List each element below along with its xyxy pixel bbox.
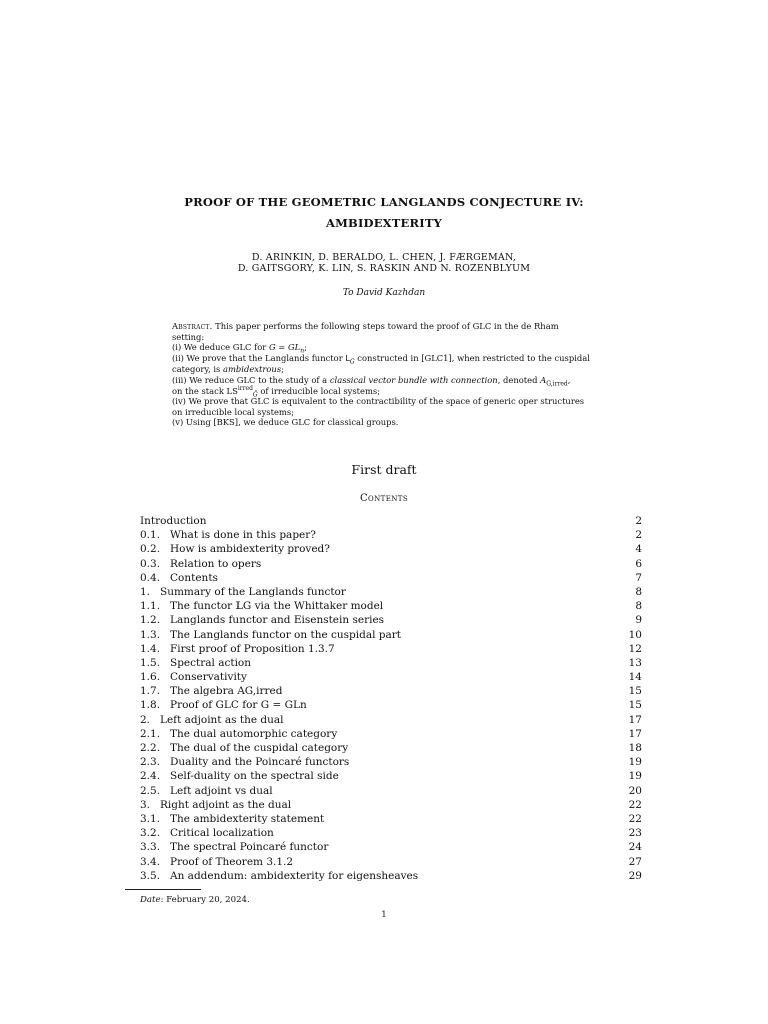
toc-page: 17	[628, 713, 642, 726]
toc-number: 0.4.	[140, 571, 161, 584]
toc-entry[interactable]	[140, 840, 642, 854]
toc-title: The functor 𝕃G via the Whittaker model	[170, 600, 384, 613]
toc-entry[interactable]	[140, 727, 642, 741]
abstract	[172, 321, 602, 428]
toc-page: 4	[635, 543, 642, 556]
toc-entry[interactable]	[140, 784, 642, 798]
toc-title: Left adjoint as the dual	[160, 713, 284, 726]
title-line-2: AMBIDEXTERITY	[325, 216, 443, 230]
toc-page: 12	[628, 642, 642, 655]
toc-entry[interactable]	[140, 585, 642, 599]
toc-title: The dual automorphic category	[170, 727, 338, 740]
toc-page: 23	[628, 827, 642, 840]
toc-number: 1.3.	[140, 628, 161, 641]
toc-title: Conservativity	[170, 671, 247, 684]
toc-title: Right adjoint as the dual	[160, 798, 292, 811]
toc-page: 14	[628, 671, 642, 684]
toc-page: 18	[628, 742, 642, 754]
toc-number: 1.7.	[140, 685, 161, 698]
toc-entry[interactable]	[140, 514, 642, 528]
toc-number: 0.1.	[140, 529, 161, 542]
toc-entry[interactable]	[140, 613, 642, 627]
toc-page: 19	[628, 756, 642, 769]
toc-number: 2.1.	[140, 727, 161, 740]
toc-title: Proof of Theorem 3.1.2	[170, 855, 294, 868]
math-expression: A	[540, 374, 547, 385]
toc-title: Duality and the Poincaré functors	[170, 756, 350, 769]
toc-number: 1.5.	[140, 656, 161, 669]
toc-number: 2.4.	[140, 770, 161, 783]
toc-number: 1.2.	[140, 614, 161, 627]
toc-page: 22	[628, 798, 642, 811]
toc-title: How is ambidexterity proved?	[170, 543, 330, 556]
toc-page: 10	[628, 628, 642, 641]
toc-entry[interactable]	[140, 684, 642, 698]
toc-entry[interactable]	[140, 670, 642, 684]
toc-title: Langlands functor and Eisenstein series	[170, 614, 385, 627]
abstract-line: Abstract. This paper performs the following steps toward the proof of GLC in the de Rham	[172, 321, 559, 331]
author-list	[60, 252, 708, 274]
toc-title: First proof of Proposition 1.3.7	[170, 642, 335, 655]
toc-title: Self-duality on the spectral side	[170, 770, 339, 783]
toc-title: The dual of the cuspidal category	[170, 742, 349, 754]
toc-entry[interactable]	[140, 628, 642, 642]
toc-page: 29	[628, 869, 642, 882]
toc-title: What is done in this paper?	[170, 529, 316, 542]
toc-page: 27	[628, 855, 642, 868]
toc-title: Contents	[170, 571, 218, 584]
toc-page: 24	[628, 841, 642, 854]
toc-entry[interactable]	[140, 826, 642, 840]
toc-entry[interactable]	[140, 869, 642, 883]
toc-entry[interactable]	[140, 599, 642, 613]
toc-number: 2.2.	[140, 742, 161, 754]
toc-entry[interactable]	[140, 542, 642, 556]
toc-entry[interactable]	[140, 698, 642, 712]
toc-entry[interactable]	[140, 741, 642, 755]
abstract-line: on irreducible local systems;	[172, 406, 294, 417]
toc-number: 3.2.	[140, 827, 161, 840]
abstract-line: (ii) We prove that the Langlands functor $L_G$ constructed in [GLC1], when restricted to the cuspidal	[172, 352, 590, 366]
toc-entry[interactable]	[140, 528, 642, 542]
toc-title: Left adjoint vs dual	[170, 784, 273, 797]
abstract-line: on the stack $LS^{irred}_Ǧ$ of irreducible local systems;	[172, 384, 381, 399]
page-number: 1	[381, 910, 387, 920]
toc-title: Critical localization	[170, 827, 274, 840]
toc-title: The spectral Poincaré functor	[170, 841, 329, 854]
toc-page: 8	[635, 585, 642, 598]
title-line-1: PROOF OF THE GEOMETRIC LANGLANDS CONJECTURE IV:	[184, 195, 584, 209]
toc-entry[interactable]	[140, 812, 642, 826]
math-expression: G = GL	[268, 342, 301, 353]
toc-page: 2	[635, 529, 642, 542]
toc-number: 3.1.	[140, 812, 161, 825]
footnote-rule	[125, 889, 201, 890]
toc-page: 15	[628, 699, 642, 712]
footnote-date: Date: February 20, 2024.	[140, 895, 250, 905]
abstract-line: category, is ambidextrous;	[172, 364, 284, 375]
abstract-line: (i) We deduce GLC for $G = GL_n$;	[172, 342, 307, 355]
paper-title	[60, 192, 708, 234]
toc-number: 3.5.	[140, 869, 161, 882]
toc-number: 1.	[140, 585, 151, 598]
toc-title: Relation to opers	[170, 557, 262, 570]
authors-line-2: D. GAITSGORY, K. LIN, S. RASKIN AND N. ROZENBLYUM	[237, 263, 531, 274]
toc-entry[interactable]	[140, 656, 642, 670]
dedication: To David Kazhdan	[342, 288, 426, 298]
toc-entry[interactable]	[140, 798, 642, 812]
toc-number: 1.6.	[140, 671, 161, 684]
abstract-heading: Abstract.	[172, 321, 213, 331]
toc-number: 3.3.	[140, 841, 161, 854]
toc-entry[interactable]	[140, 769, 642, 783]
toc-page: 7	[635, 571, 642, 584]
abstract-line: (v) Using [BKS], we deduce GLC for classical groups.	[172, 417, 399, 428]
toc-page: 13	[628, 656, 642, 669]
toc-page: 8	[635, 600, 642, 613]
toc-page: 19	[628, 770, 642, 783]
toc-number: 3.	[140, 798, 151, 811]
toc-title: The ambidexterity statement	[170, 812, 325, 825]
toc-entry[interactable]	[140, 755, 642, 769]
authors-line-1: D. ARINKIN, D. BERALDO, L. CHEN, J. FÆRGEMAN,	[251, 252, 517, 263]
toc-page: 2	[635, 515, 642, 527]
draft-label: First draft	[351, 462, 417, 477]
toc-title: Proof of GLC for G = GLn	[170, 699, 307, 712]
toc-title: An addendum: ambidexterity for eigensheaves	[170, 869, 419, 882]
toc-title: Summary of the Langlands functor	[160, 585, 346, 598]
toc-entry[interactable]	[140, 642, 642, 656]
toc-number: 1.4.	[140, 642, 161, 655]
toc-entry[interactable]	[140, 713, 642, 727]
toc-number: 1.1.	[140, 600, 161, 613]
toc-page: 6	[635, 557, 642, 570]
toc-page: 15	[628, 685, 642, 698]
toc-page: 20	[628, 784, 642, 797]
contents-heading: Contents	[359, 493, 409, 504]
toc-number: 0.2.	[140, 543, 161, 556]
math-expression: L	[345, 353, 350, 363]
abstract-line: (iv) We prove that GLC is equivalent to the contractibility of the space of generic oper structures	[172, 396, 585, 407]
toc-page: 9	[635, 614, 642, 627]
table-of-contents	[140, 514, 642, 883]
toc-title: The Langlands functor on the cuspidal part	[170, 628, 402, 641]
toc-title: The algebra AG,irred	[170, 685, 283, 698]
toc-number: 1.8.	[140, 699, 161, 712]
toc-entry[interactable]	[140, 557, 642, 571]
toc-page: 17	[628, 727, 642, 740]
toc-number: 0.3.	[140, 557, 161, 570]
toc-number: 2.5.	[140, 784, 161, 797]
toc-entry[interactable]	[140, 571, 642, 585]
toc-entry[interactable]	[140, 855, 642, 869]
abstract-line: (iii) We reduce GLC to the study of a classical vector bundle with connection, denoted $A_{G,irred}$,	[172, 374, 571, 388]
toc-number: 2.	[140, 713, 151, 726]
toc-page: 22	[628, 812, 642, 825]
abstract-line: setting:	[172, 331, 205, 342]
toc-number: 2.3.	[140, 756, 161, 769]
toc-title: Introduction	[140, 515, 207, 527]
toc-number: 3.4.	[140, 855, 161, 868]
toc-title: Spectral action	[170, 656, 252, 669]
